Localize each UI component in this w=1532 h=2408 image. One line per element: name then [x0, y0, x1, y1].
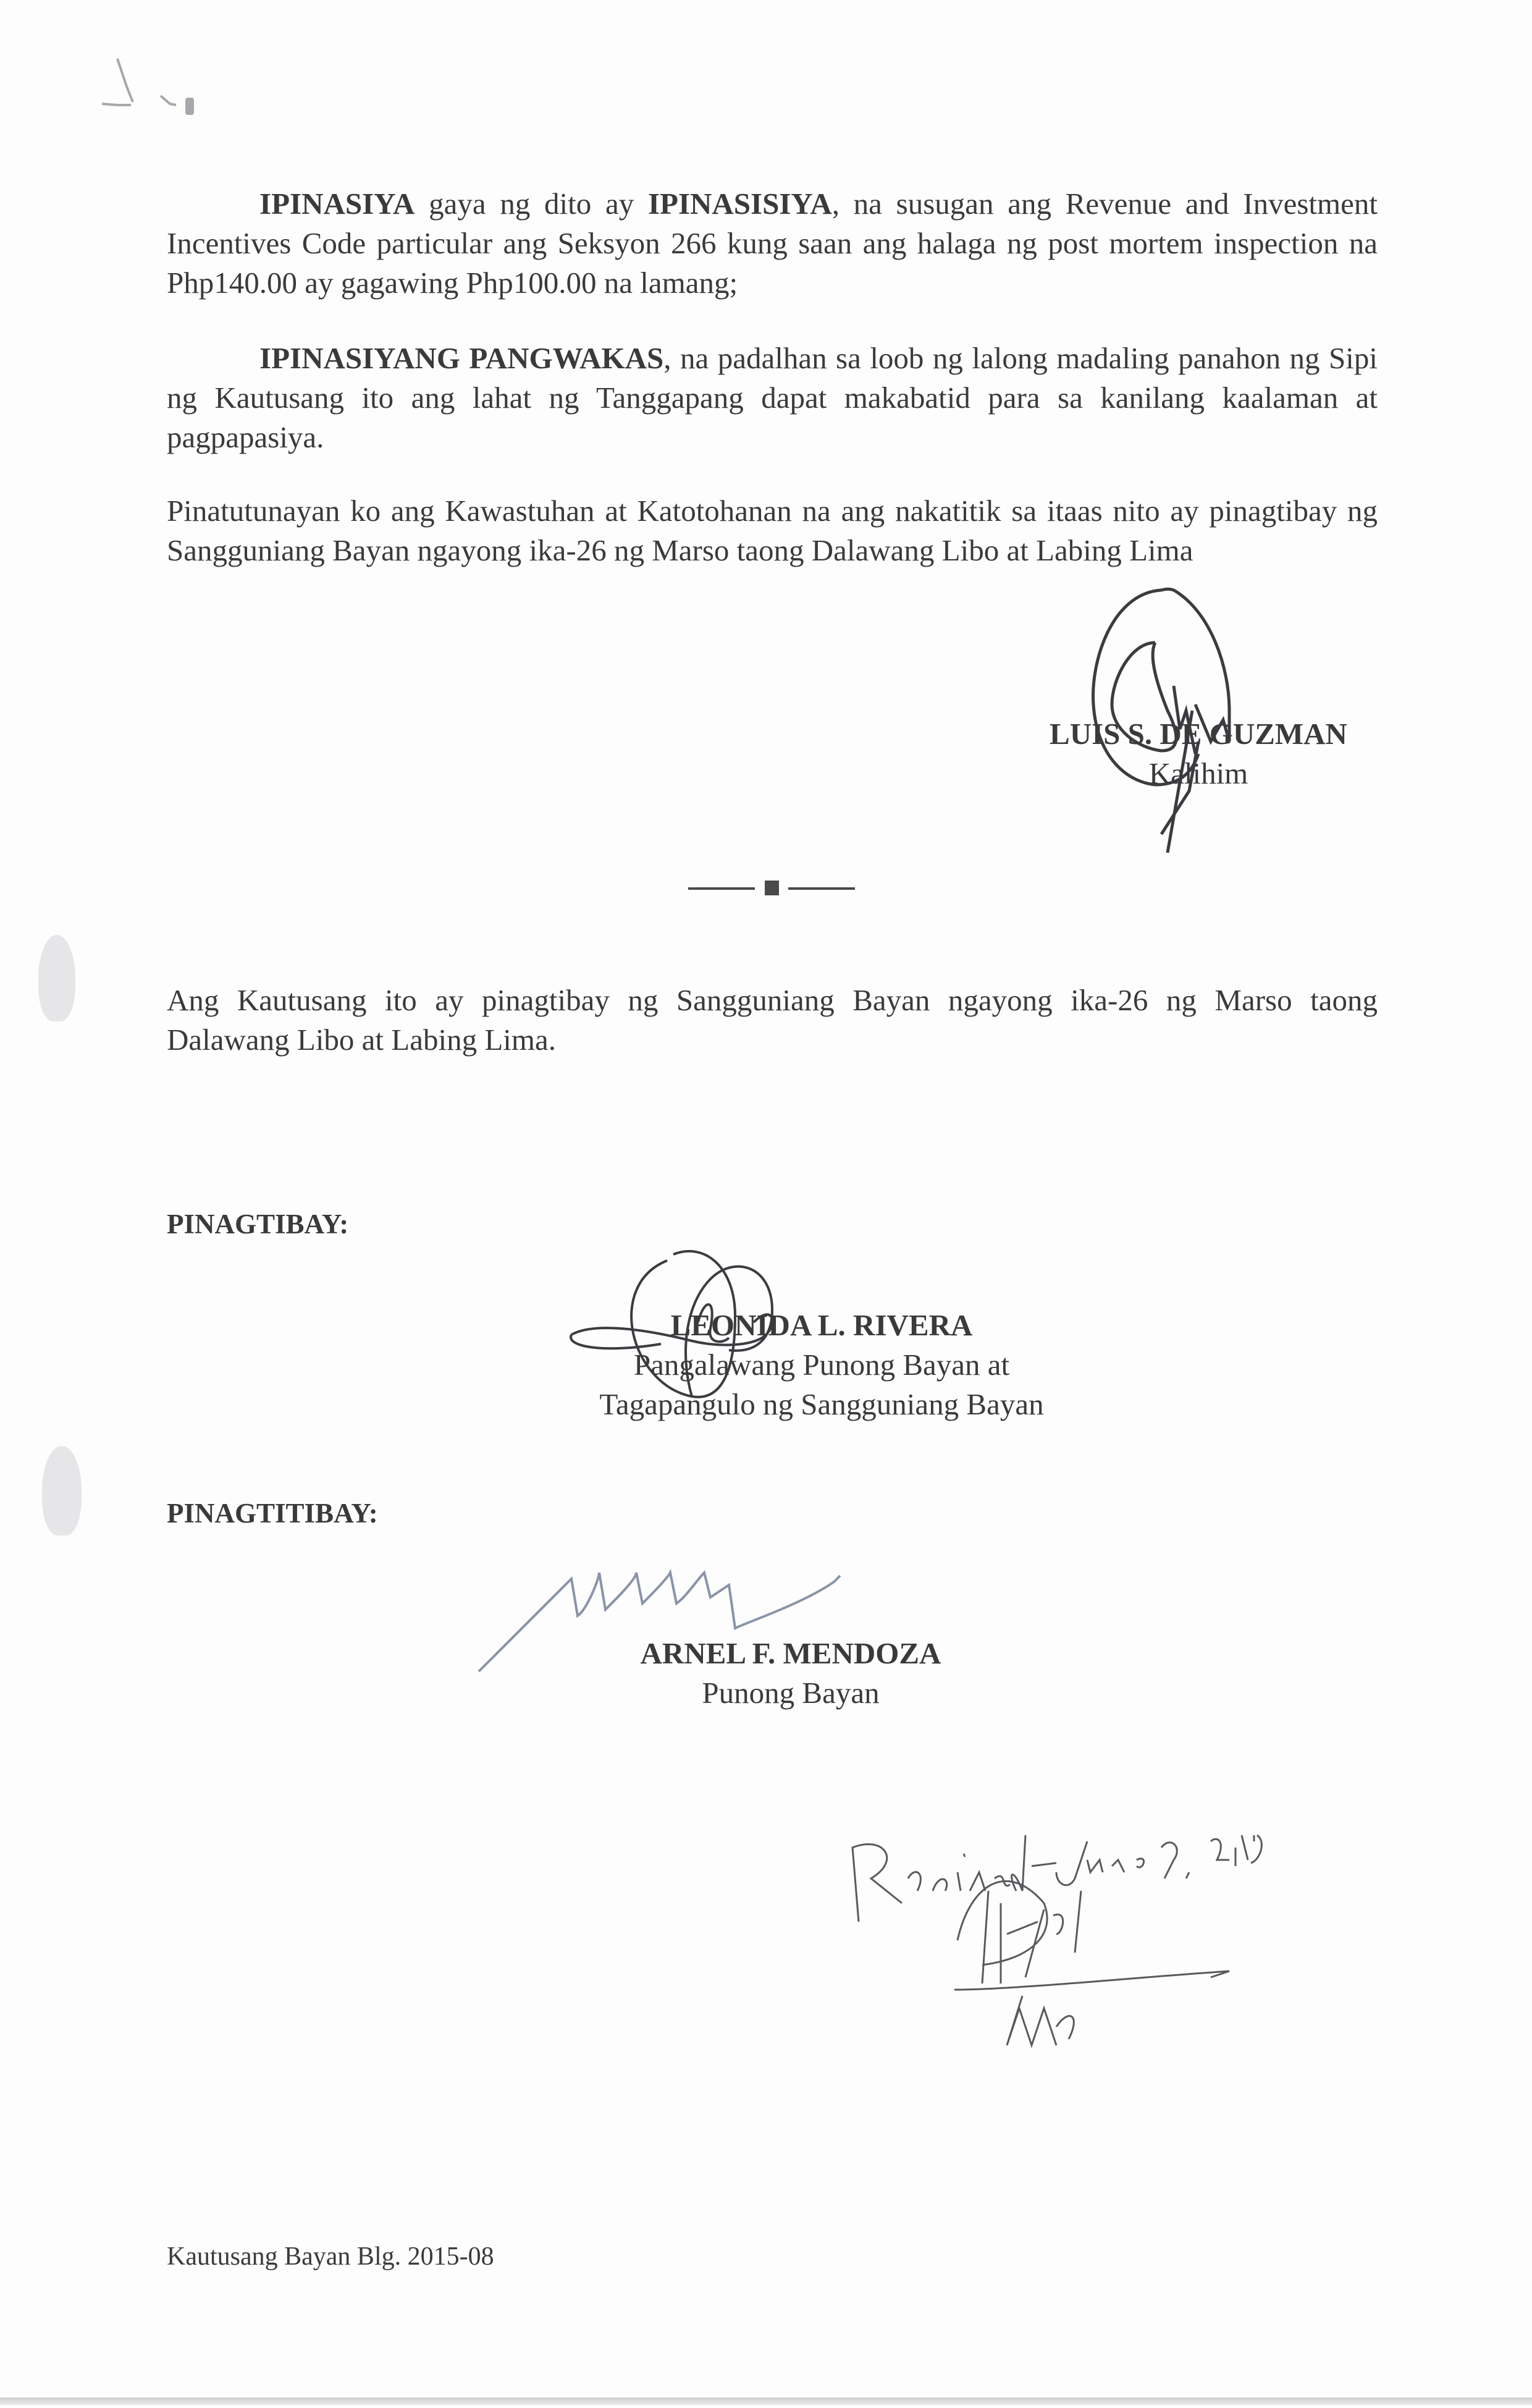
approved-label: PINAGTIBAY: [167, 1209, 349, 1240]
final-resolution-keyword: IPINASIYANG PANGWAKAS [259, 341, 664, 375]
section-divider [688, 881, 861, 899]
handwritten-received-note [846, 1810, 1402, 2058]
mayor-title: Punong Bayan [702, 1676, 880, 1710]
mayor-name: ARNEL F. MENDOZA [640, 1636, 941, 1670]
resolved-keyword: IPINASIYA [259, 187, 415, 221]
ordinance-number-footer: Kautusang Bayan Blg. 2015-08 [167, 2242, 494, 2271]
scan-mark [99, 56, 210, 136]
vice-mayor-name: LEONIDA L. RIVERA [670, 1308, 973, 1342]
signatory-vice-mayor [494, 1306, 1149, 1424]
secretary-name: LUIS S. DE GUZMAN [1050, 717, 1347, 751]
vice-mayor-title-line2: Tagapangulo ng Sangguniang Bayan [599, 1387, 1044, 1421]
punch-hole-top [38, 935, 75, 1021]
punch-hole-bottom [42, 1446, 82, 1536]
vice-mayor-title-line1: Pangalawang Punong Bayan at [633, 1348, 1010, 1382]
resolution-paragraph-2: IPINASIYANG PANGWAKAS, na padalhan sa loob ng lalong madaling panahon ng Sipi ng Kautusang ito ang lahat ng Tanggapang dapat makabatid para sa kanilang kaalaman at pagpapasiya. [167, 341, 1378, 454]
scan-bottom-edge [0, 2397, 1532, 2405]
certification-paragraph: Pinatutunayan ko ang Kawastuhan at Katotohanan na ang nakatitik sa itaas nito ay pinagtibay ng Sangguniang Bayan ngayong ika-26 ng Marso taong Dalawang Libo at Labing Lima [167, 494, 1378, 567]
signatory-mayor [556, 1634, 1025, 1713]
approving-label: PINAGTITIBAY: [167, 1498, 378, 1529]
adoption-paragraph: Ang Kautusang ito ay pinagtibay ng Sangguniang Bayan ngayong ika-26 ng Marso taong Dalawang Libo at Labing Lima. [167, 983, 1378, 1057]
resolved-keyword-2: IPINASISIYA [647, 187, 832, 221]
resolution-paragraph-1: IPINASIYA gaya ng dito ay IPINASISIYA, na susugan ang Revenue and Investment Incentives Code particular ang Seksyon 266 kung saan ang halaga ng post mortem inspection na Php140.00 ay gagawing Php100.00 na lamang; [167, 187, 1378, 300]
signatory-secretary [1013, 714, 1384, 793]
secretary-title: Kalihim [1148, 756, 1248, 790]
